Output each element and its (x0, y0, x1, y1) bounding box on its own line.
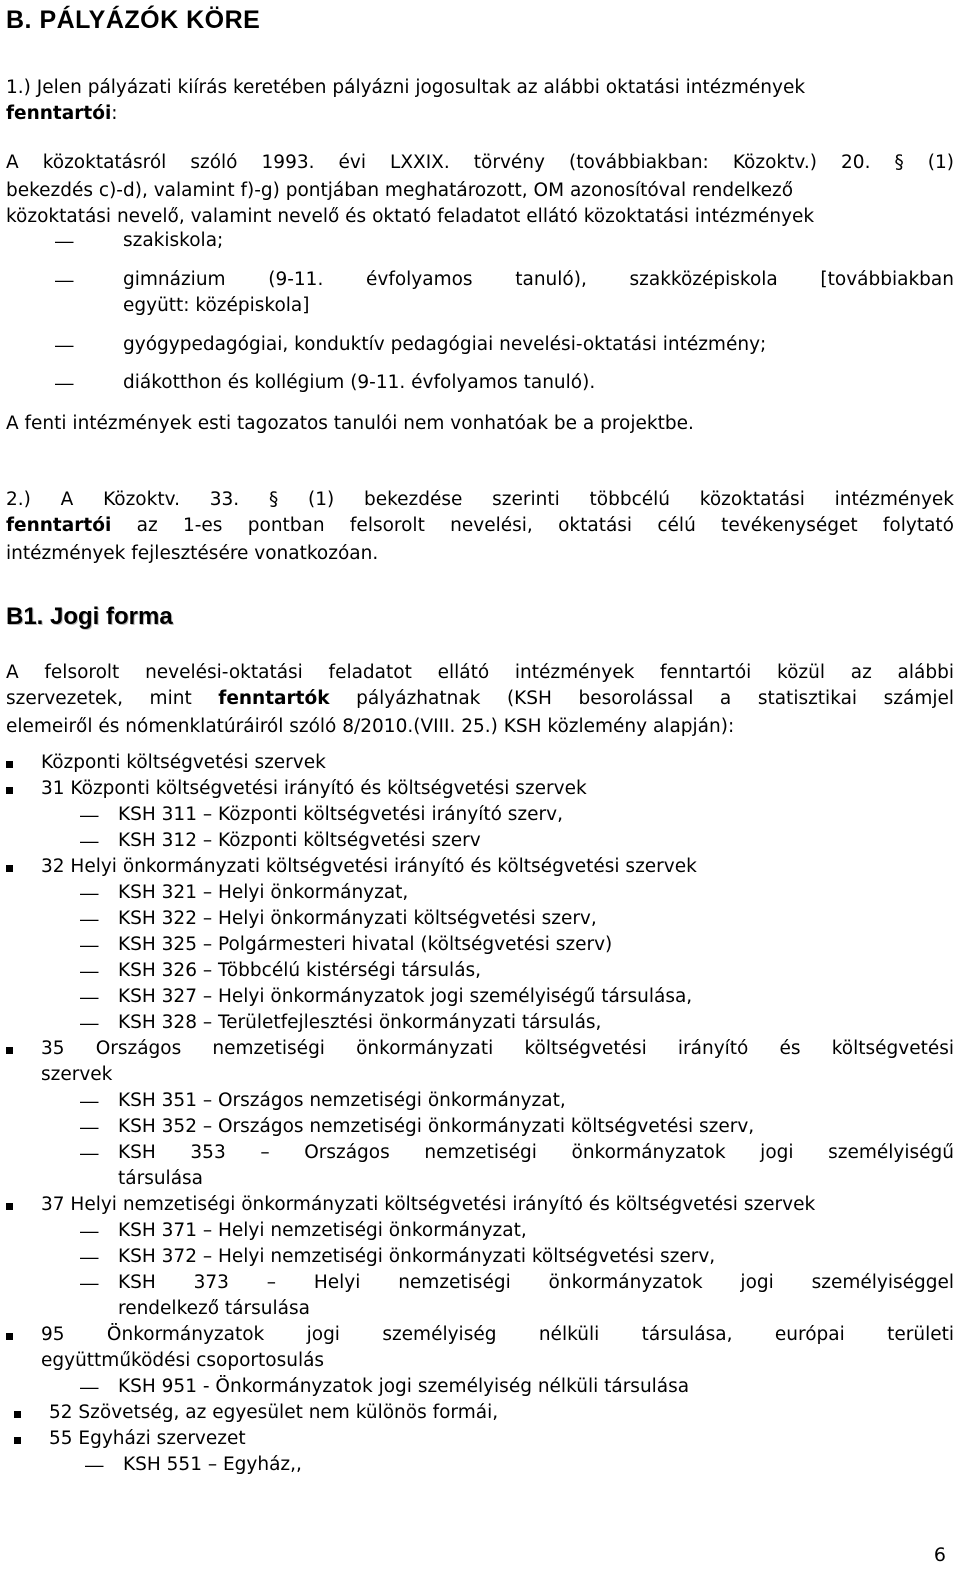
dash-bullet: — (80, 1116, 99, 1137)
square-bullet (6, 1203, 13, 1210)
section-heading: B. PÁLYÁZÓK KÖRE (6, 6, 261, 34)
law-reference-line-1: A közoktatásról szóló 1993. évi LXXIX. törvény (továbbiakban: Közoktv.) 20. § (1) (6, 152, 954, 173)
dash-bullet: — (80, 804, 99, 825)
dash-bullet: — (80, 1272, 99, 1293)
legal-form-line-3: elemeiről és nómenklatúráiról szóló 8/2010.(VIII. 25.) KSH közlemény alapján): (6, 716, 735, 737)
dash-bullet: — (80, 960, 99, 981)
line-rest: az 1-es pontban felsorolt nevelési, oktatási célú tevékenységet folytató (111, 515, 954, 536)
square-bullet (6, 1047, 13, 1054)
eligibility-line-1: 1.) Jelen pályázati kiírás keretében pályázni jogosultak az alábbi oktatási intézmények (6, 77, 806, 98)
colon: : (111, 103, 118, 124)
dash-bullet: — (80, 882, 99, 903)
dash-bullet: — (55, 230, 74, 251)
school-type-item: gyógypedagógiai, konduktív pedagógiai nevelési-oktatási intézmény; (123, 334, 767, 355)
org-subitem: KSH 551 – Egyház,, (123, 1454, 302, 1475)
org-subitem: KSH 322 – Helyi önkormányzati költségvetési szerv, (118, 908, 597, 929)
org-subitem: KSH 321 – Helyi önkormányzat, (118, 882, 409, 903)
bold-term: fenntartói (6, 515, 112, 536)
square-bullet (6, 761, 13, 768)
section-b1-heading: B1. Jogi forma (6, 603, 173, 630)
school-type-item: szakiskola; (123, 230, 224, 251)
org-group: 32 Helyi önkormányzati költségvetési irányító és költségvetési szervek (41, 856, 697, 877)
school-type-item: diákotthon és kollégium (9-11. évfolyamos tanuló). (123, 372, 596, 393)
org-subitem: KSH 373 – Helyi nemzetiségi önkormányzatok jogi személyiséggel (118, 1272, 954, 1293)
org-subitem: KSH 352 – Országos nemzetiségi önkormányzati költségvetési szerv, (118, 1116, 755, 1137)
org-group: 52 Szövetség, az egyesület nem különös formái, (49, 1402, 499, 1423)
page-number: 6 (933, 1544, 946, 1566)
dash-bullet: — (85, 1454, 104, 1475)
org-group: 95 Önkormányzatok jogi személyiség nélküli társulása, európai területi (41, 1324, 954, 1345)
bold-term: fenntartók (218, 688, 330, 709)
org-subitem: KSH 372 – Helyi nemzetiségi önkormányzati költségvetési szerv, (118, 1246, 716, 1267)
org-subitem-cont: társulása (118, 1168, 204, 1189)
org-subitem: KSH 325 – Polgármesteri hivatal (költségvetési szerv) (118, 934, 613, 955)
school-type-item: gimnázium (9-11. évfolyamos tanuló), szakközépiskola [továbbiakban (123, 269, 954, 290)
org-subitem: KSH 951 - Önkormányzatok jogi személyiség nélküli társulása (118, 1376, 690, 1397)
square-bullet (14, 1411, 21, 1418)
org-group: 35 Országos nemzetiségi önkormányzati költségvetési irányító és költségvetési (41, 1038, 954, 1059)
dash-bullet: — (80, 1376, 99, 1397)
org-group-cont: együttműködési csoportosulás (41, 1350, 325, 1371)
legal-form-line-2: szervezetek, mint fenntartók pályázhatnak (KSH besorolással a statisztikai számjel (6, 688, 954, 709)
dash-bullet: — (55, 372, 74, 393)
multi-purpose-line-2 (6, 515, 954, 536)
dash-bullet: — (80, 908, 99, 929)
eligibility-line-2 (6, 101, 118, 127)
multi-purpose-line-1: 2.) A Közoktv. 33. § (1) bekezdése szerinti többcélú közoktatási intézmények (6, 489, 954, 510)
square-bullet (6, 787, 13, 794)
law-reference-line-2: bekezdés c)-d), valamint f)-g) pontjában meghatározott, OM azonosítóval rendelkező (6, 180, 794, 201)
org-subitem: KSH 353 – Országos nemzetiségi önkormányzatok jogi személyiségű (118, 1142, 954, 1163)
square-bullet (6, 1333, 13, 1340)
org-subitem: KSH 351 – Országos nemzetiségi önkormányzat, (118, 1090, 566, 1111)
dash-bullet: — (80, 1012, 99, 1033)
dash-bullet: — (80, 1090, 99, 1111)
org-group: Központi költségvetési szervek (41, 752, 326, 773)
org-group: 37 Helyi nemzetiségi önkormányzati költségvetési irányító és költségvetési szervek (41, 1194, 816, 1215)
dash-bullet: — (55, 269, 74, 290)
org-subitem: KSH 327 – Helyi önkormányzatok jogi személyiségű társulása, (118, 986, 693, 1007)
org-subitem: KSH 328 – Területfejlesztési önkormányzati társulás, (118, 1012, 602, 1033)
legal-form-line-1: A felsorolt nevelési-oktatási feladatot ellátó intézmények fenntartói közül az alábbi (6, 662, 954, 683)
org-subitem: KSH 312 – Központi költségvetési szerv (118, 830, 481, 851)
bold-term: fenntartói (6, 103, 112, 124)
square-bullet (6, 865, 13, 872)
dash-bullet: — (80, 830, 99, 851)
org-subitem: KSH 371 – Helyi nemzetiségi önkormányzat, (118, 1220, 527, 1241)
dash-bullet: — (80, 1142, 99, 1163)
dash-bullet: — (55, 334, 74, 355)
org-group: 31 Központi költségvetési irányító és költségvetési szervek (41, 778, 587, 799)
dash-bullet: — (80, 934, 99, 955)
dash-bullet: — (80, 1220, 99, 1241)
law-reference-line-3: közoktatási nevelő, valamint nevelő és oktató feladatot ellátó közoktatási intézmények (6, 206, 815, 227)
multi-purpose-line-3: intézmények fejlesztésére vonatkozóan. (6, 543, 379, 564)
org-subitem: KSH 311 – Központi költségvetési irányító szerv, (118, 804, 563, 825)
school-type-item-cont: együtt: középiskola] (123, 295, 310, 316)
org-group-cont: szervek (41, 1064, 113, 1085)
square-bullet (14, 1437, 21, 1444)
org-subitem: KSH 326 – Többcélú kistérségi társulás, (118, 960, 482, 981)
dash-bullet: — (80, 986, 99, 1007)
org-subitem-cont: rendelkező társulása (118, 1298, 310, 1319)
dash-bullet: — (80, 1246, 99, 1267)
org-group: 55 Egyházi szervezet (49, 1428, 246, 1449)
exclusion-note: A fenti intézmények esti tagozatos tanulói nem vonhatóak be a projektbe. (6, 413, 694, 434)
